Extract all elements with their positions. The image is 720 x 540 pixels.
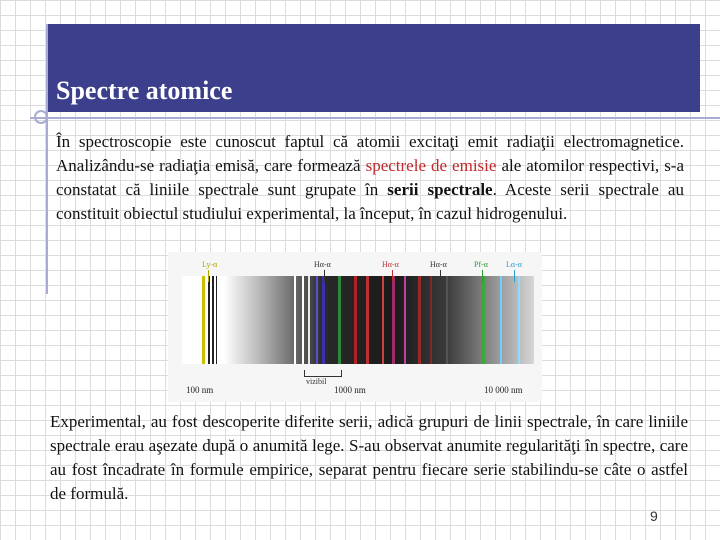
spectral-line [316, 276, 318, 364]
spectral-line [302, 276, 304, 364]
spectrum-label: Hα-α [430, 260, 447, 269]
spectrum-band [182, 276, 534, 364]
spectrum-label: Lα-α [506, 260, 522, 269]
slide-title: Spectre atomice [56, 76, 233, 105]
spectral-line [322, 276, 325, 364]
spectrum-arrow [440, 270, 441, 282]
decor-circle-icon [34, 110, 48, 124]
experimental-paragraph: Experimental, au fost descoperite diferite serii, adică grupuri de linii spectrale, în care liniile spectrale erau aşezate după o anumită lege. S-au observat anumite regularităţi în spectre, care au fost încadrate în formule empirice, separat pentru fiecare serie stabilindu-se câte o astfel de formulă. [50, 412, 688, 503]
spectrum-label: Hα-α [314, 260, 331, 269]
spectral-line [382, 276, 384, 364]
page-number: 9 [650, 508, 658, 524]
spectrum-label: Ly-α [202, 260, 218, 269]
spectral-line [392, 276, 395, 364]
spectrum-label: Hα-α [382, 260, 399, 269]
spectrum-arrow [392, 270, 393, 282]
spectral-line [500, 276, 502, 364]
spectral-line [208, 276, 210, 364]
spectrum-arrow [208, 270, 209, 282]
axis-tick-label: 10 000 nm [484, 385, 523, 395]
visible-range-brace [304, 370, 342, 377]
intro-text-2: ale atomilor respectivi, s-a constatat că liniile spectrale sunt grupate în [56, 156, 685, 199]
spectral-line [216, 276, 217, 364]
spectral-line [354, 276, 357, 364]
spectral-series-term: serii spectrale [387, 180, 493, 199]
intro-text-1: În spectroscopie este cunoscut faptul că atomii excitaţi emit radiaţii electromagnetice. Analizându-se radiaţia emisă, care formează [56, 132, 684, 175]
decor-horizontal-line [30, 117, 720, 119]
spectral-line [404, 276, 406, 364]
spectral-line [446, 276, 448, 364]
spectral-line [430, 276, 432, 364]
intro-paragraph [56, 130, 684, 226]
emission-spectra-term: spectrele de emisie [365, 156, 497, 175]
spectral-line [482, 276, 485, 364]
spectral-line [518, 276, 520, 364]
decor-vertical-line [46, 24, 48, 294]
spectral-line [418, 276, 421, 364]
spectrum-figure [168, 252, 542, 402]
spectral-line [212, 276, 214, 364]
axis-tick-label: 100 nm [186, 385, 214, 395]
spectrum-arrow [514, 270, 515, 282]
spectrum-arrow [482, 270, 483, 282]
spectral-line [366, 276, 369, 364]
visible-range-label: vizibil [306, 377, 327, 386]
spectral-line [202, 276, 205, 364]
spectral-line [308, 276, 310, 364]
spectrum-arrow [324, 270, 325, 282]
intro-text-3: . Aceste serii spectrale au constituit obiectul studiului experimental, la început, în cazul hidrogenului. [56, 180, 684, 223]
axis-tick-label: 1000 nm [334, 385, 366, 395]
spectrum-label: Pf-α [474, 260, 488, 269]
spectral-line [294, 276, 296, 364]
spectral-line [338, 276, 341, 364]
